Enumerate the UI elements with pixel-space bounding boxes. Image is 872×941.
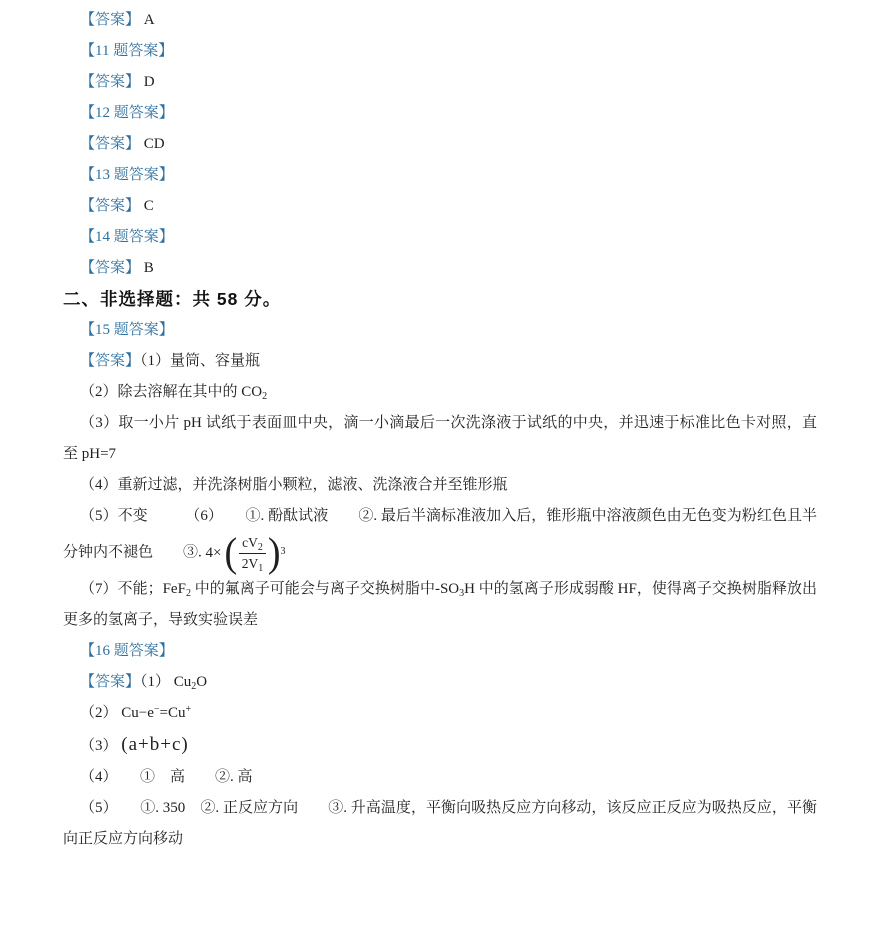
answer-label: 【答案】 (80, 74, 141, 90)
question-answer-label: 【11 题答案】 (80, 43, 174, 59)
paragraph (63, 377, 817, 408)
exponent: 3 (280, 546, 286, 557)
answer-label: 【答案】 (80, 353, 141, 369)
text-run: H 中的氢离子形成弱酸 HF，使得离子交换树脂释放出更多的氢离子，导致实验误差 (63, 581, 818, 629)
sup-text: + (185, 704, 192, 716)
text-run: （5）不变 （6） ①. 酚酞试液 ②. 最后半滴标准液加入后，锥形瓶中溶液颜色由无色变为粉红色且半分钟内不褪色 ③. (63, 508, 817, 561)
answer-line (63, 67, 817, 98)
sub-text: 2 (262, 391, 268, 402)
text-run: （2）除去溶解在其中的 CO (80, 384, 263, 400)
text-run: （3） (80, 738, 122, 755)
text-run: B (140, 260, 154, 276)
formula-coefficient: 4× (205, 544, 222, 561)
answer-line (63, 5, 817, 36)
close-paren: ) (267, 530, 281, 576)
answer-line (63, 346, 817, 377)
paragraph (63, 574, 817, 636)
answer-label: 【答案】 (80, 674, 141, 691)
text-run: A (140, 12, 155, 28)
sub-text: 2 (257, 542, 263, 553)
text-run: （2） Cu−e (80, 705, 154, 722)
text-run: =Cu (159, 705, 186, 722)
text-run: （1）量筒、容量瓶 (140, 353, 261, 369)
text-run: cV (242, 535, 258, 550)
sub-text: 3 (459, 588, 465, 600)
question-answer-label: 【12 题答案】 (80, 105, 174, 121)
sub-text: 2 (185, 588, 191, 600)
inline-fraction-formula (205, 530, 286, 576)
paragraph (63, 470, 817, 501)
question-answer-label: 【15 题答案】 (80, 322, 174, 338)
answer-line (63, 191, 817, 222)
text-run: 中的氟离子可能会与离子交换树脂中-SO (190, 581, 460, 598)
fraction-denominator (242, 554, 264, 573)
sup-text: − (153, 704, 160, 716)
math-large-text: (a+b+c) (121, 734, 189, 756)
answer-label: 【答案】 (80, 198, 141, 214)
text-run: （7）不能；FeF (80, 581, 186, 598)
answer-label: 【答案】 (80, 260, 141, 276)
open-paren: ( (224, 530, 238, 576)
answer-line (63, 667, 817, 698)
text-run: （1） Cu (140, 674, 192, 691)
text-run: （3）取一小片 pH 试纸于表面皿中央，滴一小滴最后一次洗涤液于试纸的中央，并迅速于标准比色卡对照，直至 pH=7 (63, 415, 817, 462)
text-run: 2V (241, 555, 259, 571)
answer-label: 【答案】 (80, 12, 141, 28)
paragraph (63, 793, 817, 855)
answer-line (63, 253, 817, 284)
text-run: O (196, 674, 208, 691)
question-answer-label: 【16 题答案】 (80, 643, 174, 660)
text-run: （5） ①. 350 ②. 正反应方向 ③. 升高温度，平衡向吸热反应方向移动，该反应正反应为吸热反应，平衡向正反应方向移动 (63, 800, 817, 848)
paragraph (63, 698, 817, 729)
text-run: （4） ① 高 ②. 高 (80, 769, 253, 786)
paragraph (63, 501, 817, 574)
answer-label: 【答案】 (80, 136, 141, 152)
question-answer-label: 【14 题答案】 (80, 229, 174, 245)
text-run: C (140, 198, 154, 214)
document-lines (63, 5, 817, 855)
text-run: D (140, 74, 155, 90)
text-run: （4）重新过滤，并洗涤树脂小颗粒，滤液、洗涤液合并至锥形瓶 (80, 477, 508, 493)
question-answer-label: 【13 题答案】 (80, 167, 174, 183)
sub-text: 2 (191, 681, 197, 693)
paragraph (63, 729, 817, 762)
sub-text: 1 (258, 562, 264, 574)
fraction-numerator (239, 534, 266, 554)
section-header: 二、非选择题：共 58 分。 (63, 289, 282, 309)
paragraph (63, 762, 817, 793)
text-run: CD (140, 136, 165, 152)
paragraph (63, 408, 817, 470)
answer-line (63, 129, 817, 160)
fraction (237, 534, 268, 572)
